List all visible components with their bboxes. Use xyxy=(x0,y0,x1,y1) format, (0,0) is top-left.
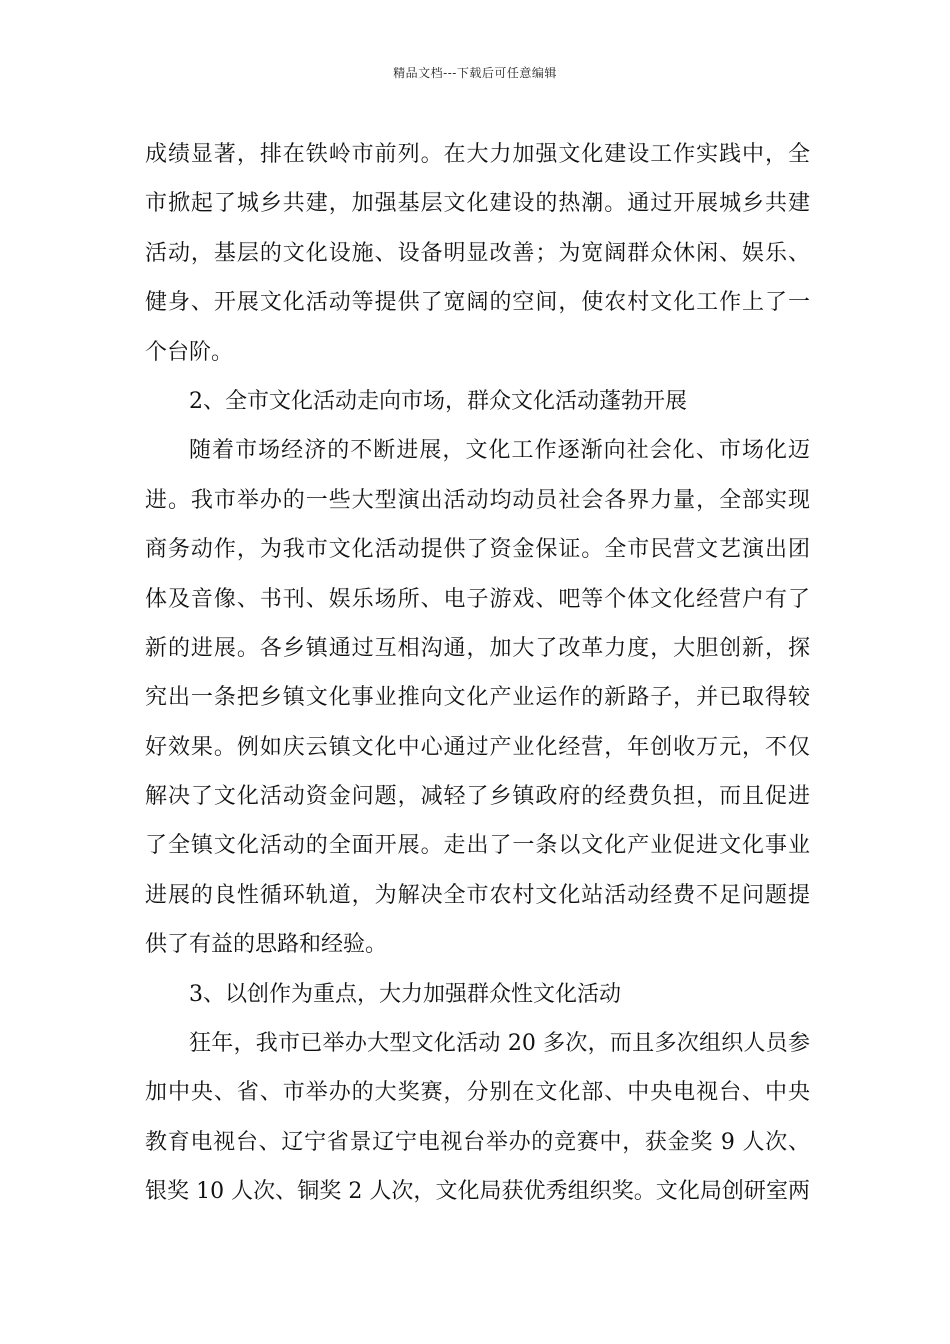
paragraph-line: 个台阶。 xyxy=(145,339,234,365)
paragraph-line: 成绩显著，排在铁岭市前列。在大力加强文化建设工作实践中，全 xyxy=(145,142,810,167)
paragraph-line: 供了有益的思路和经验。 xyxy=(145,932,388,958)
paragraph-line: 活动，基层的文化设施、设备明显改善；为宽阔群众休闲、娱乐、 xyxy=(145,240,810,266)
paragraph-line: 进。我市举办的一些大型演出活动均动员社会各界力量，全部实现 xyxy=(145,487,810,513)
section-heading: 2、全市文化活动走向市场，群众文化活动蓬勃开展 xyxy=(189,388,687,414)
paragraph-line: 究出一条把乡镇文化事业推向文化产业运作的新路子，并已取得较 xyxy=(145,685,810,711)
paragraph-line: 健身、开展文化活动等提供了宽阔的空间，使农村文化工作上了一 xyxy=(145,290,810,316)
document-body xyxy=(145,130,810,1217)
paragraph-line: 商务动作，为我市文化活动提供了资金保证。全市民营文艺演出团 xyxy=(145,537,810,563)
paragraph-line: 新的进展。各乡镇通过互相沟通，加大了改革力度，大胆创新，探 xyxy=(145,635,810,661)
paragraph-line: 狂年，我市已举办大型文化活动 20 多次，而且多次组织人员参 xyxy=(189,1031,810,1057)
section-heading: 3、以创作为重点，大力加强群众性文化活动 xyxy=(189,981,621,1007)
page-header: 精品文档---下载后可任意编辑 xyxy=(393,66,557,80)
paragraph-line: 银奖 10 人次、铜奖 2 人次，文化局获优秀组织奖。文化局创研室两 xyxy=(145,1179,810,1205)
paragraph-line: 市掀起了城乡共建，加强基层文化建设的热潮。通过开展城乡共建 xyxy=(145,191,810,217)
paragraph-line: 加中央、省、市举办的大奖赛，分别在文化部、中央电视台、中央 xyxy=(145,1080,810,1106)
paragraph-line: 好效果。例如庆云镇文化中心通过产业化经营，年创收万元，不仅 xyxy=(145,734,810,760)
paragraph-line: 体及音像、书刊、娱乐场所、电子游戏、吧等个体文化经营户有了 xyxy=(145,586,810,612)
paragraph-line: 教育电视台、辽宁省景辽宁电视台举办的竞赛中，获金奖 9 人次、 xyxy=(145,1129,810,1155)
paragraph-line: 进展的良性循环轨道，为解决全市农村文化站活动经费不足问题提 xyxy=(145,882,810,908)
paragraph-line: 了全镇文化活动的全面开展。走出了一条以文化产业促进文化事业 xyxy=(145,833,810,859)
paragraph-line: 随着市场经济的不断进展，文化工作逐渐向社会化、市场化迈 xyxy=(189,438,810,464)
paragraph-line: 解决了文化活动资金问题，减轻了乡镇政府的经费负担，而且促进 xyxy=(145,784,810,810)
